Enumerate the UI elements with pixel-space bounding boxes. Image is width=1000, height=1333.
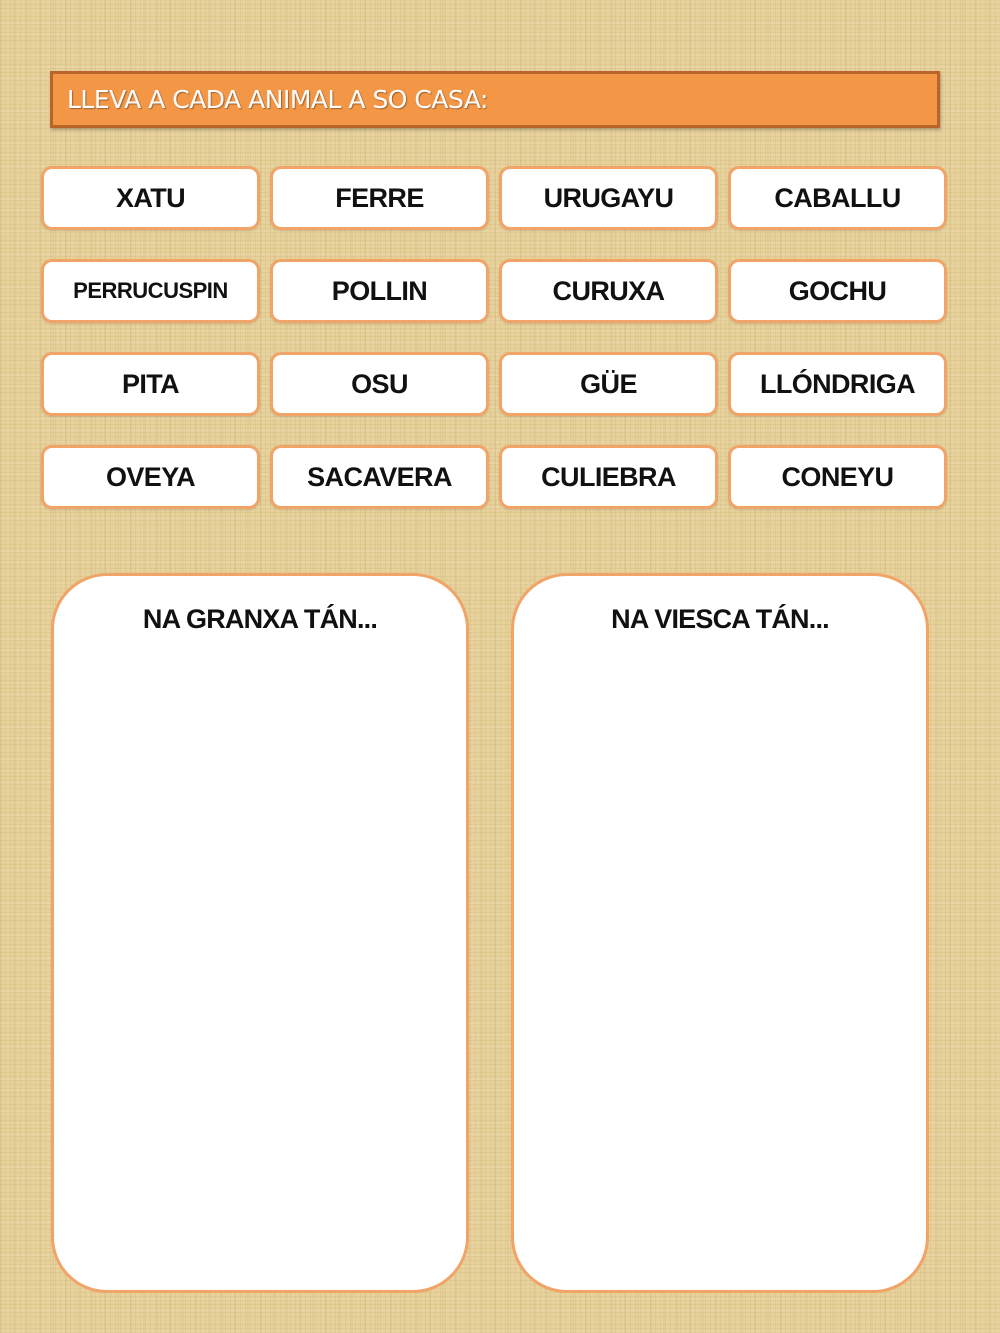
- animal-tile-pollin[interactable]: [270, 259, 489, 323]
- animal-tile-caballu[interactable]: [728, 166, 947, 230]
- animal-tile-gue[interactable]: [499, 352, 718, 416]
- animal-tile-perrucuspin[interactable]: [41, 259, 260, 323]
- tile-label: CABALLU: [774, 182, 901, 213]
- animal-tile-curuxa[interactable]: [499, 259, 718, 323]
- tile-label: LLÓNDRIGA: [759, 368, 916, 399]
- animal-tile-gochu[interactable]: [728, 259, 947, 323]
- animal-tile-xatu[interactable]: [41, 166, 260, 230]
- tile-label: SACAVERA: [307, 461, 452, 492]
- animal-tile-coneyu[interactable]: [728, 445, 947, 509]
- animal-tile-culiebra[interactable]: [499, 445, 718, 509]
- instruction-text: LLEVA A CADA ANIMAL A SO CASA:: [67, 85, 488, 114]
- farm-dropzone[interactable]: [51, 573, 469, 1293]
- tile-label: XATU: [115, 182, 186, 213]
- animal-tile-osu[interactable]: [270, 352, 489, 416]
- tile-label: CURUXA: [552, 275, 665, 306]
- tile-label: URUGAYU: [543, 182, 674, 213]
- tile-label: PERRUCUSPIN: [73, 278, 228, 303]
- tile-label: FERRE: [335, 182, 424, 213]
- tile-label: PITA: [121, 368, 180, 399]
- tile-label: OVEYA: [105, 461, 196, 492]
- animal-tile-ferre[interactable]: [270, 166, 489, 230]
- animal-tiles-grid: [41, 166, 947, 509]
- tile-label: OSU: [351, 368, 408, 399]
- forest-zone-title: NA VIESCA TÁN...: [611, 604, 829, 634]
- animal-tile-urugayu[interactable]: [499, 166, 718, 230]
- tile-label: POLLIN: [331, 275, 428, 306]
- farm-zone-title: NA GRANXA TÁN...: [142, 604, 378, 634]
- animal-tile-pita[interactable]: [41, 352, 260, 416]
- animal-tile-sacavera[interactable]: [270, 445, 489, 509]
- animal-tile-oveya[interactable]: [41, 445, 260, 509]
- animal-tile-llondriga[interactable]: [728, 352, 947, 416]
- tile-label: GÜE: [580, 368, 637, 399]
- forest-dropzone[interactable]: [511, 573, 929, 1293]
- instruction-banner: [50, 71, 940, 128]
- tile-label: CULIEBRA: [541, 461, 676, 492]
- tile-label: GOCHU: [788, 275, 887, 306]
- tile-label: CONEYU: [781, 461, 894, 492]
